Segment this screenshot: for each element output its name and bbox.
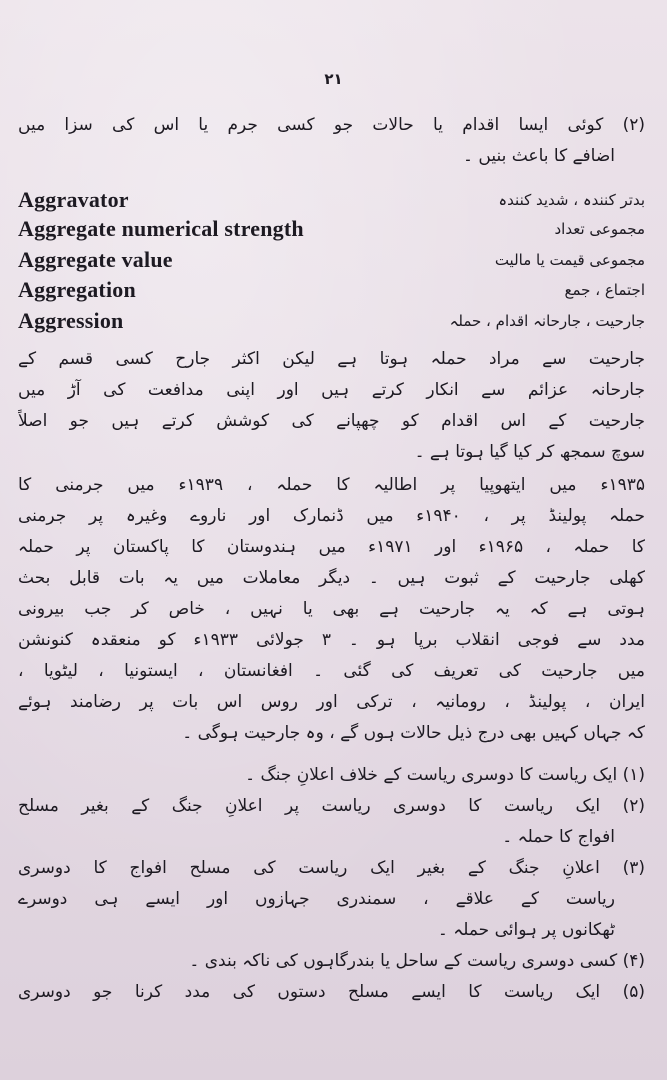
text-line: حملہ پولینڈ پر ، ۱۹۴۰ء میں ڈنمارک اور ناروے وغیرہ پر جرمنی [18, 506, 645, 526]
text-line: کھلی جارحیت کے ثبوت ہیں ۔ دیگر معاملات میں یہ بات قابل بحث [18, 568, 645, 588]
list-item [18, 791, 645, 853]
glossary-entry [18, 184, 645, 215]
glossary-meaning: مجموعی تعداد [554, 219, 645, 238]
glossary-term: Aggregation [18, 276, 136, 302]
text-line: ایران ، پولینڈ ، رومانیہ ، ترکی اور روس اس بات پر رضامند ہوئے [18, 692, 645, 712]
text-line: ریاست کے علاقے ، سمندری جہازوں اور ایسے ہی دوسرے [18, 889, 615, 909]
glossary-entry [18, 274, 645, 305]
text-line: میں جارحیت کی تعریف کی گئی ۔ افغانستان ، ایستونیا ، لیٹویا ، [18, 661, 645, 681]
glossary-meaning: جارحیت ، جارحانہ اقدام ، حملہ [449, 311, 645, 330]
text-line: ٹھکانوں پر ہوائی حملہ ۔ [437, 920, 615, 940]
text-line: (۴) کسی دوسری ریاست کے ساحل یا بندرگاہوں کی ناکہ بندی ۔ [189, 951, 645, 971]
paragraph [18, 344, 645, 468]
glossary-term: Aggregate numerical strength [18, 215, 304, 241]
list-item [18, 946, 645, 977]
text-line: جارحانہ عزائم سے انکار کرتے ہیں اور اپنی مدافعت کی آڑ میں [18, 380, 645, 400]
glossary-entry [18, 244, 645, 275]
list-item [18, 977, 645, 1008]
text-line: (۲) ایک ریاست کا دوسری ریاست پر اعلانِ جنگ کے بغیر مسلح [18, 796, 645, 816]
text-line: (۱) ایک ریاست کا دوسری ریاست کے خلاف اعلانِ جنگ ۔ [245, 765, 645, 785]
list-item [18, 760, 645, 791]
numbered-list [18, 760, 645, 1008]
glossary-entry [18, 305, 645, 336]
glossary-meaning: بدتر کنندہ ، شدید کنندہ [498, 190, 645, 209]
page-number: ۲۱ [324, 70, 343, 88]
text-line: (۲) کوئی ایسا اقدام یا حالات جو کسی جرم یا اس کی سزا میں [18, 115, 645, 135]
text-line: جارحیت کے اس اقدام کو چھپانے کی کوشش کرتے ہیں جو اصلاً [18, 411, 645, 431]
text-line: کا حملہ ، ۱۹۶۵ء اور ۱۹۷۱ء میں ہندوستان کا پاکستان پر حملہ [18, 537, 645, 557]
text-line: ۱۹۳۵ء میں ایتھوپیا پر اطالیہ کا حملہ ، ۱۹۳۹ء میں جرمنی کا [18, 475, 645, 495]
text-line: افواج کا حملہ ۔ [502, 827, 615, 847]
text-line: اضافے کا باعث بنیں ۔ [463, 146, 615, 166]
glossary-term: Aggregate value [18, 246, 173, 272]
intro-text [18, 110, 645, 172]
text-line: کہ جہاں کہیں بھی درج ذیل حالات ہوں گے ، وہ جارحیت ہوگی ۔ [182, 723, 645, 743]
text-line: (۳) اعلانِ جنگ کے بغیر ایک ریاست کی مسلح افواج کا دوسری [18, 858, 645, 878]
glossary-meaning: مجموعی قیمت یا مالیت [494, 250, 645, 269]
text-line: ہوتی ہے کہ یہ جارحیت ہے بھی یا نہیں ، خاص کر جب بیرونی [18, 599, 645, 619]
text-line: جارحیت سے مراد حملہ ہوتا ہے لیکن اکثر جارح کسی قسم کے [18, 349, 645, 369]
glossary-entry [18, 213, 645, 244]
text-line: (۵) ایک ریاست کا ایسے مسلح دستوں کی مدد کرنا جو دوسری [18, 982, 645, 1002]
text-line: مدد سے فوجی انقلاب برپا ہو ۔ ۳ جولائی ۱۹۳۳ء کو منعقدہ کنونشن [18, 630, 645, 650]
list-item [18, 853, 645, 946]
glossary-term: Aggression [18, 307, 124, 333]
text-line: سوچ سمجھ کر کیا گیا ہوتا ہے ۔ [414, 442, 645, 462]
paragraph [18, 470, 645, 749]
glossary-term: Aggravator [18, 186, 129, 212]
glossary-meaning: اجتماع ، جمع [564, 280, 645, 299]
